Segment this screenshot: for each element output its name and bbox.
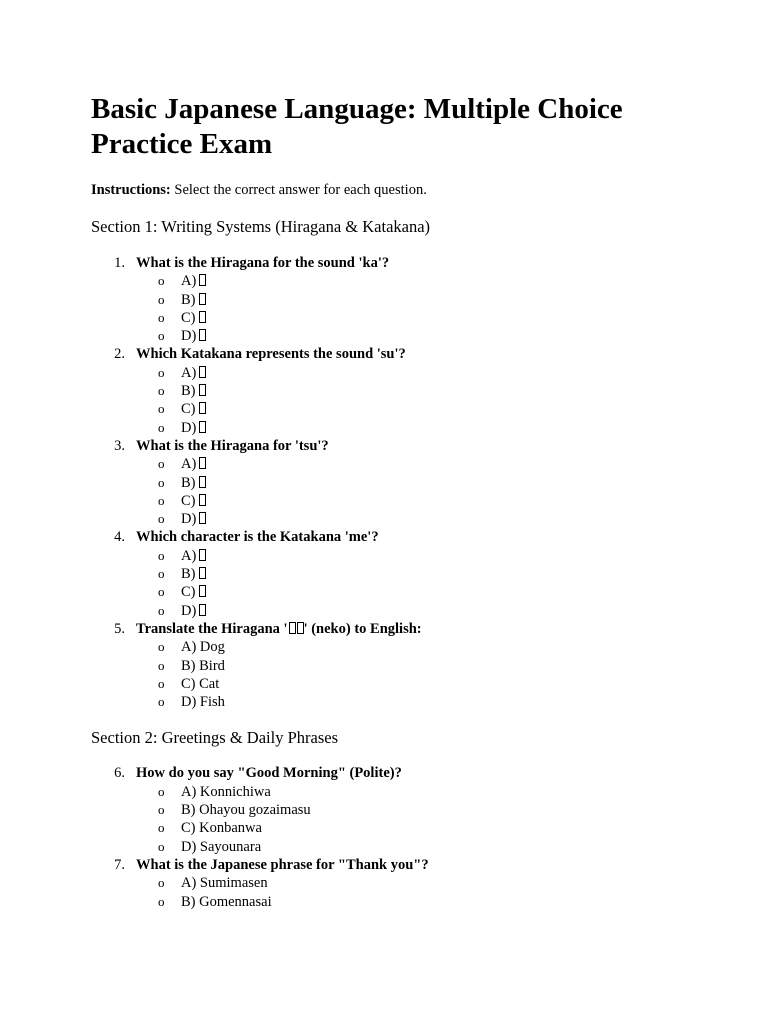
option-label: C) xyxy=(181,584,196,601)
option-label: D) xyxy=(181,602,197,619)
missing-glyph-icon xyxy=(289,622,296,634)
question-number: 3. xyxy=(114,437,125,454)
question-1 xyxy=(91,254,691,345)
option-label: D) Sayounara xyxy=(181,838,262,855)
answer-option-c[interactable] xyxy=(136,819,691,837)
section-2-heading: Section 2: Greetings & Daily Phrases xyxy=(91,728,339,748)
question-text-start: Translate the Hiragana ' xyxy=(136,620,288,637)
missing-glyph-icon xyxy=(199,329,206,341)
bullet-marker: o xyxy=(158,273,165,289)
bullet-marker: o xyxy=(158,639,165,655)
instructions xyxy=(91,181,691,199)
missing-glyph-icon xyxy=(199,567,206,579)
answer-option-c[interactable] xyxy=(136,583,691,601)
option-label: C) Konbanwa xyxy=(181,820,262,837)
missing-glyph-icon xyxy=(199,311,206,323)
answer-option-d[interactable] xyxy=(136,419,691,437)
answer-option-c[interactable] xyxy=(136,309,691,327)
option-label: D) xyxy=(181,511,197,528)
missing-glyph-icon xyxy=(297,622,304,634)
missing-glyph-icon xyxy=(199,512,206,524)
question-text: Which Katakana represents the sound 'su'? xyxy=(136,346,406,363)
bullet-marker: o xyxy=(158,820,165,836)
question-text-end: ' (neko) to English: xyxy=(303,620,422,637)
option-label: B) xyxy=(181,291,196,308)
answer-options xyxy=(136,638,691,711)
bullet-marker: o xyxy=(158,291,165,307)
answer-option-a[interactable] xyxy=(136,272,691,290)
bullet-marker: o xyxy=(158,838,165,854)
bullet-marker: o xyxy=(158,802,165,818)
question-number: 2. xyxy=(114,346,125,363)
bullet-marker: o xyxy=(158,474,165,490)
question-number: 7. xyxy=(114,856,125,873)
answer-option-b[interactable] xyxy=(136,382,691,400)
question-4 xyxy=(91,528,691,619)
answer-option-a[interactable] xyxy=(136,455,691,473)
question-text: How do you say "Good Morning" (Polite)? xyxy=(136,765,402,782)
bullet-marker: o xyxy=(158,401,165,417)
question-text: What is the Japanese phrase for "Thank you"? xyxy=(136,856,429,873)
bullet-marker: o xyxy=(158,309,165,325)
answer-option-d[interactable] xyxy=(136,693,691,711)
option-label: B) xyxy=(181,474,196,491)
answer-option-b[interactable] xyxy=(136,474,691,492)
page-title: Basic Japanese Language: Multiple Choice Practice Exam xyxy=(91,93,623,160)
bullet-marker: o xyxy=(158,328,165,344)
option-label: B) xyxy=(181,383,196,400)
option-label: C) xyxy=(181,309,196,326)
section-1-heading: Section 1: Writing Systems (Hiragana & Katakana) xyxy=(91,217,431,236)
bullet-marker: o xyxy=(158,694,165,710)
answer-options xyxy=(136,547,691,620)
bullet-marker: o xyxy=(158,602,165,618)
option-label: B) Gomennasai xyxy=(181,893,272,910)
bullet-marker: o xyxy=(158,547,165,563)
question-text xyxy=(136,620,691,638)
answer-option-b[interactable] xyxy=(136,291,691,309)
option-label: C) Cat xyxy=(181,675,220,692)
answer-option-d[interactable] xyxy=(136,510,691,528)
option-label: C) xyxy=(181,492,196,509)
missing-glyph-icon xyxy=(199,604,206,616)
missing-glyph-icon xyxy=(199,274,206,286)
answer-option-b[interactable] xyxy=(136,893,691,911)
question-number: 5. xyxy=(114,620,125,637)
answer-option-c[interactable] xyxy=(136,675,691,693)
missing-glyph-icon xyxy=(199,457,206,469)
missing-glyph-icon xyxy=(199,494,206,506)
question-text: What is the Hiragana for 'tsu'? xyxy=(136,437,329,454)
answer-options xyxy=(136,874,691,911)
question-7 xyxy=(91,856,691,911)
option-label: A) xyxy=(181,364,197,381)
answer-option-b[interactable] xyxy=(136,801,691,819)
answer-option-d[interactable] xyxy=(136,838,691,856)
missing-glyph-icon xyxy=(199,549,206,561)
instructions-text: Select the correct answer for each question. xyxy=(174,182,427,198)
option-label: D) xyxy=(181,328,197,345)
answer-options xyxy=(136,455,691,528)
bullet-marker: o xyxy=(158,383,165,399)
section-2-questions xyxy=(91,764,691,910)
option-label: A) xyxy=(181,547,197,564)
bullet-marker: o xyxy=(158,456,165,472)
option-label: A) xyxy=(181,456,197,473)
answer-option-a[interactable] xyxy=(136,638,691,656)
bullet-marker: o xyxy=(158,364,165,380)
option-label: B) xyxy=(181,566,196,583)
answer-options xyxy=(136,364,691,437)
answer-option-c[interactable] xyxy=(136,400,691,418)
missing-glyph-icon xyxy=(199,585,206,597)
bullet-marker: o xyxy=(158,492,165,508)
bullet-marker: o xyxy=(158,893,165,909)
answer-option-a[interactable] xyxy=(136,364,691,382)
answer-option-a[interactable] xyxy=(136,783,691,801)
question-number: 4. xyxy=(114,529,125,546)
question-6 xyxy=(91,764,691,855)
option-label: D) xyxy=(181,419,197,436)
bullet-marker: o xyxy=(158,783,165,799)
answer-option-a[interactable] xyxy=(136,874,691,892)
question-number: 1. xyxy=(114,255,125,271)
option-label: C) xyxy=(181,401,196,418)
question-text: Which character is the Katakana 'me'? xyxy=(136,529,379,546)
missing-glyph-icon xyxy=(199,476,206,488)
option-label: A) Sumimasen xyxy=(181,875,268,892)
question-3 xyxy=(91,437,691,528)
section-1-questions xyxy=(91,254,691,711)
answer-option-d[interactable] xyxy=(136,327,691,345)
option-label: A) xyxy=(181,273,197,290)
option-label: B) Ohayou gozaimasu xyxy=(181,802,311,819)
option-label: B) Bird xyxy=(181,657,225,674)
option-label: A) Dog xyxy=(181,639,225,656)
question-number: 6. xyxy=(114,765,125,782)
answer-options xyxy=(136,783,691,856)
missing-glyph-icon xyxy=(199,293,206,305)
missing-glyph-icon xyxy=(199,366,206,378)
missing-glyph-icon xyxy=(199,421,206,433)
question-5 xyxy=(91,620,691,711)
bullet-marker: o xyxy=(158,511,165,527)
instructions-label: Instructions: xyxy=(91,182,171,198)
option-label: A) Konnichiwa xyxy=(181,783,271,800)
exam-page xyxy=(91,92,691,911)
missing-glyph-icon xyxy=(199,384,206,396)
question-text: What is the Hiragana for the sound 'ka'? xyxy=(136,255,390,271)
bullet-marker: o xyxy=(158,419,165,435)
bullet-marker: o xyxy=(158,584,165,600)
bullet-marker: o xyxy=(158,675,165,691)
answer-option-a[interactable] xyxy=(136,547,691,565)
answer-option-b[interactable] xyxy=(136,657,691,675)
answer-option-b[interactable] xyxy=(136,565,691,583)
bullet-marker: o xyxy=(158,566,165,582)
bullet-marker: o xyxy=(158,875,165,891)
option-label: D) Fish xyxy=(181,694,225,711)
question-2 xyxy=(91,345,691,436)
answer-option-d[interactable] xyxy=(136,602,691,620)
bullet-marker: o xyxy=(158,657,165,673)
missing-glyph-icon xyxy=(199,402,206,414)
answer-option-c[interactable] xyxy=(136,492,691,510)
answer-options xyxy=(136,272,691,345)
